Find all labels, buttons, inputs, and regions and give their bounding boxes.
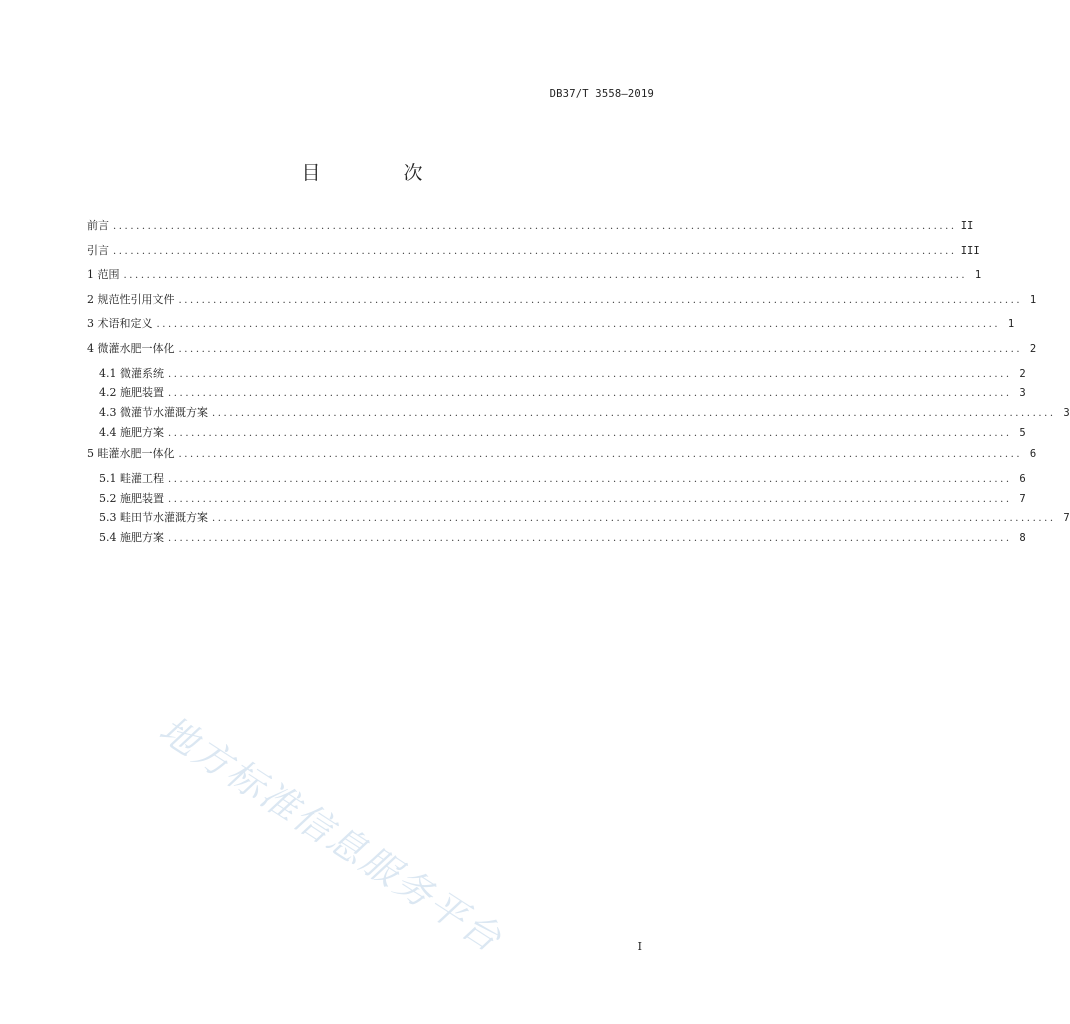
toc-dot-leader: .................................................................................................................................................. <box>156 319 1001 331</box>
toc-entry-page: III <box>960 244 980 257</box>
toc-entry-label: 5 畦灌水肥一体化 <box>87 447 175 461</box>
toc-dot-leader: .................................................................................................................................................. <box>168 473 1012 485</box>
toc-entry[interactable] <box>87 217 974 242</box>
toc-subentry[interactable] <box>87 404 1070 424</box>
toc-entry-label: 5.2 施肥装置 <box>99 491 164 505</box>
toc-entry-page: 7 <box>1063 512 1070 525</box>
document-code: DB37/T 3558—2019 <box>549 88 654 100</box>
toc-entry[interactable] <box>87 266 982 291</box>
toc-entry-label: 3 术语和定义 <box>87 317 153 331</box>
toc-dot-leader: .................................................................................................................................................. <box>212 407 1056 419</box>
toc-subentry[interactable] <box>87 365 1026 385</box>
toc-entry-label: 4.1 微灌系统 <box>99 366 164 380</box>
toc-dot-leader: .................................................................................................................................................. <box>113 221 957 232</box>
toc-entry-page: 3 <box>1019 387 1026 400</box>
toc-entry-label: 4.3 微灌节水灌溉方案 <box>99 405 208 419</box>
toc-entry-page: 8 <box>1019 531 1026 544</box>
toc-title: 目 次 <box>301 162 455 184</box>
toc-dot-leader: .................................................................................................................................................. <box>178 449 1023 461</box>
toc-dot-leader: .................................................................................................................................................. <box>168 368 1012 380</box>
toc-subentry[interactable] <box>87 529 1026 549</box>
toc-entry-page: 3 <box>1063 406 1070 419</box>
toc-subentry[interactable] <box>87 490 1026 510</box>
toc-subentry[interactable] <box>87 424 1026 444</box>
toc-dot-leader: .................................................................................................................................................. <box>178 343 1023 355</box>
toc-entry-label: 5.4 施肥方案 <box>99 530 164 544</box>
toc-entry-label: 4 微灌水肥一体化 <box>87 341 175 355</box>
page-number: I <box>637 940 642 953</box>
toc-entry-label: 4.4 施肥方案 <box>99 425 164 439</box>
toc-subentry[interactable] <box>87 470 1026 490</box>
toc-entry-page: 1 <box>1029 293 1037 306</box>
toc-entry-page: 2 <box>1019 367 1026 380</box>
toc-dot-leader: .................................................................................................................................................. <box>178 294 1023 306</box>
toc-dot-leader: .................................................................................................................................................. <box>212 513 1056 525</box>
table-of-contents <box>87 217 1070 549</box>
toc-entry[interactable] <box>87 291 1037 316</box>
toc-entry-page: 5 <box>1019 426 1026 439</box>
toc-entry-label: 5.3 畦田节水灌溉方案 <box>99 511 208 525</box>
toc-entry-page: II <box>960 220 974 232</box>
toc-entry[interactable] <box>87 242 980 267</box>
toc-entry[interactable] <box>87 340 1037 365</box>
toc-dot-leader: .................................................................................................................................................. <box>123 270 968 282</box>
toc-entry-label: 前言 <box>87 219 109 232</box>
toc-entry-label: 5.1 畦灌工程 <box>99 471 164 485</box>
toc-entry-label: 4.2 施肥装置 <box>99 386 164 400</box>
toc-dot-leader: .................................................................................................................................................. <box>168 493 1012 505</box>
toc-subentry[interactable] <box>87 384 1026 404</box>
toc-entry-page: 7 <box>1019 492 1026 505</box>
watermark: 地方标准信息服务平台 <box>151 707 511 962</box>
toc-entry-label: 1 范围 <box>87 268 120 282</box>
toc-entry-page: 1 <box>974 269 982 282</box>
toc-entry-page: 1 <box>1007 318 1015 331</box>
toc-dot-leader: .................................................................................................................................................. <box>113 245 957 257</box>
toc-entry-label: 2 规范性引用文件 <box>87 292 175 306</box>
toc-dot-leader: .................................................................................................................................................. <box>168 532 1012 544</box>
toc-entry-label: 引言 <box>87 243 109 257</box>
toc-entry-page: 2 <box>1029 342 1037 355</box>
toc-dot-leader: .................................................................................................................................................. <box>168 427 1012 439</box>
toc-entry-page: 6 <box>1029 448 1037 461</box>
toc-subentry[interactable] <box>87 509 1070 529</box>
toc-entry[interactable] <box>87 315 1015 340</box>
toc-entry-page: 6 <box>1019 472 1026 485</box>
toc-entry[interactable] <box>87 445 1037 470</box>
toc-dot-leader: .................................................................................................................................................. <box>168 388 1012 400</box>
